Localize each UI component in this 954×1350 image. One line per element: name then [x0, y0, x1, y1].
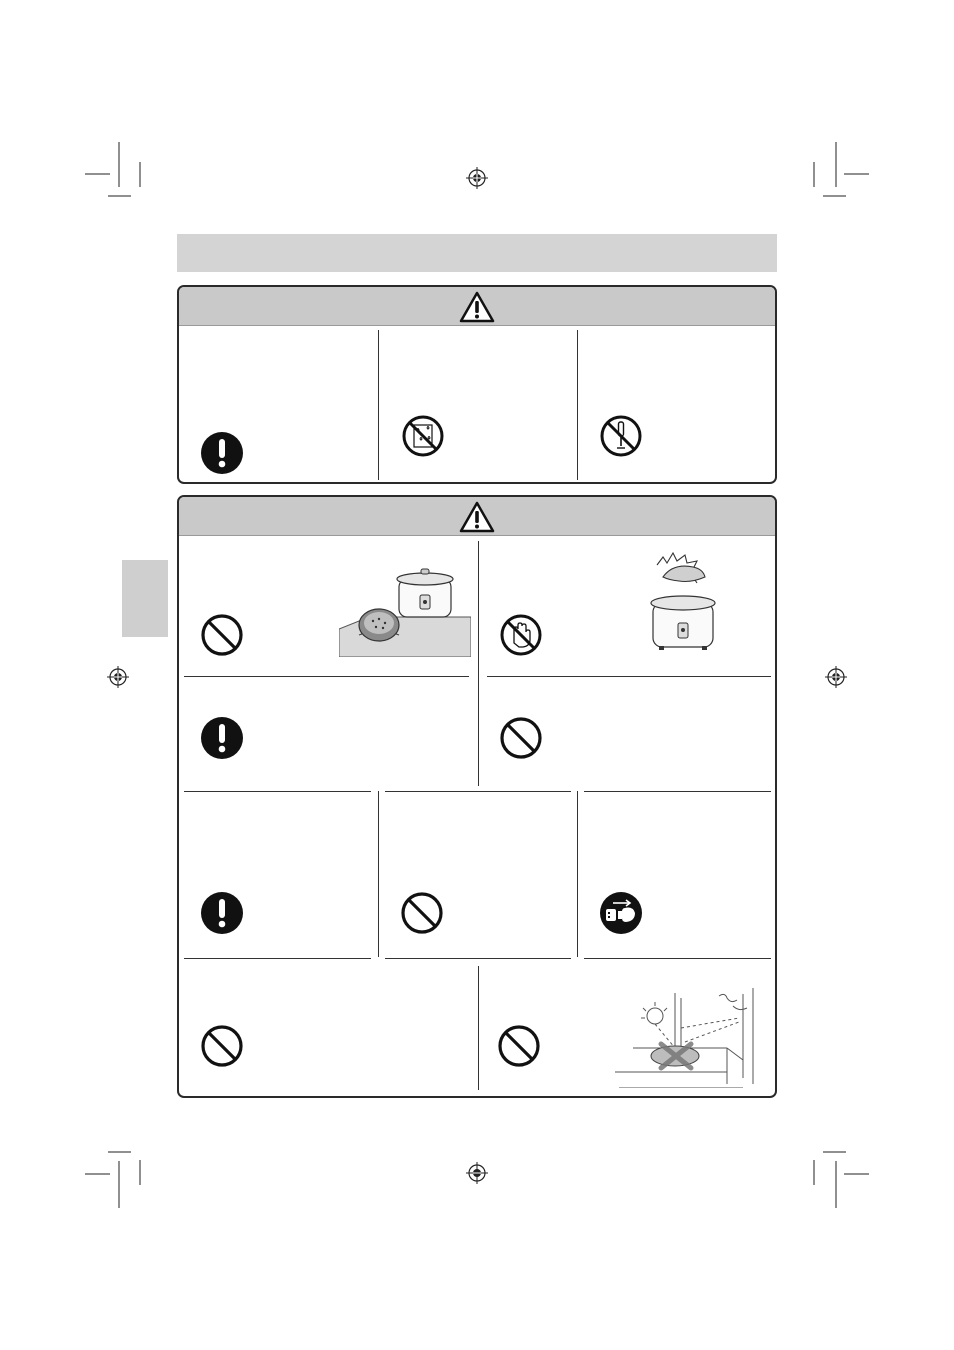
mandatory-exclamation-icon: [200, 431, 244, 475]
caution-divider: [184, 791, 371, 792]
warning-cell-2: [379, 327, 577, 482]
warning-divider: [577, 330, 578, 480]
prohibited-icon: [200, 613, 244, 657]
warning-cell-1: [179, 327, 377, 482]
caution-cell-8: [179, 960, 477, 1092]
caution-cell-4: [480, 678, 775, 788]
prohibited-icon: [400, 891, 444, 935]
unplug-power-icon: [599, 891, 643, 935]
warning-triangle-icon: [459, 291, 495, 323]
registration-mark-icon: [825, 666, 847, 688]
mandatory-exclamation-icon: [200, 716, 244, 760]
rice-cooker-on-gas-stove-illustration: [339, 567, 471, 657]
no-disassembly-screwdriver-icon: [599, 414, 643, 458]
warning-panel-header: [179, 287, 775, 326]
registration-mark-icon: [466, 1162, 488, 1184]
caution-panel: [177, 495, 777, 1098]
caution-cell-5: [179, 793, 377, 957]
caution-divider: [184, 958, 371, 959]
warning-cell-3: [579, 327, 775, 482]
warning-triangle-icon: [459, 501, 495, 533]
prohibited-icon: [497, 1024, 541, 1068]
prohibited-icon: [499, 716, 543, 760]
warning-panel: [177, 285, 777, 484]
registration-mark-icon: [107, 666, 129, 688]
caution-divider: [184, 676, 469, 677]
caution-cell-9: [480, 960, 775, 1092]
caution-cell-3: [179, 678, 477, 788]
side-tab: [122, 560, 168, 637]
caution-divider: [385, 958, 571, 959]
no-water-splash-icon: [401, 414, 445, 458]
caution-divider: [584, 958, 771, 959]
prohibited-icon: [200, 1024, 244, 1068]
sunlight-placement-illustration: [615, 988, 775, 1088]
caution-divider: [577, 791, 578, 957]
caution-cell-7: [579, 793, 775, 957]
caution-divider: [584, 791, 771, 792]
caution-divider: [478, 966, 479, 1090]
registration-mark-icon: [466, 167, 488, 189]
caution-panel-header: [179, 497, 775, 536]
section-title-bar: [177, 234, 777, 272]
rice-cooker-steam-hand-illustration: [645, 537, 725, 657]
caution-cell-6: [379, 793, 577, 957]
do-not-touch-hand-icon: [499, 613, 543, 657]
caution-divider: [487, 676, 771, 677]
caution-divider: [478, 541, 479, 786]
mandatory-exclamation-icon: [200, 891, 244, 935]
caution-cell-1: [179, 537, 477, 675]
caution-divider: [385, 791, 571, 792]
caution-cell-2: [480, 537, 775, 675]
